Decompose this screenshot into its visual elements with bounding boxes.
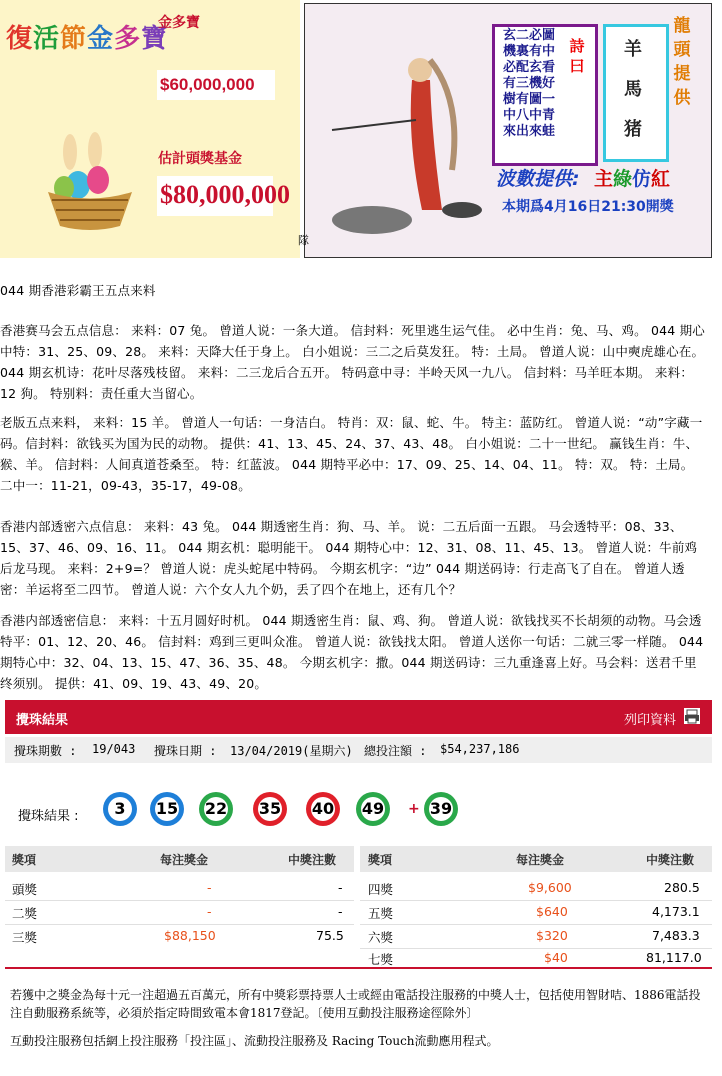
jackpot-amount: $60,000,000 (160, 75, 255, 94)
turnover-label: 總投注額 : (364, 744, 427, 758)
prize-name: 三獎 (12, 930, 38, 945)
prize-winners: - (338, 904, 343, 919)
ball-number: 49 (361, 799, 385, 818)
wave-colors (594, 164, 670, 191)
prize-name: 六獎 (368, 930, 394, 945)
rock (332, 206, 412, 234)
poem-line: 必配玄看 (502, 60, 555, 75)
poem-line: 中八中青 (502, 108, 555, 123)
title-char: 寶 (141, 24, 169, 54)
ball-number: 40 (311, 799, 335, 818)
zodiac-item: 羊 (624, 39, 642, 60)
header-winners: 中獎注數 (646, 853, 695, 867)
prize-name: 頭獎 (12, 882, 38, 897)
header-prize: 獎項 (12, 853, 37, 867)
result-ball (150, 792, 184, 826)
estimate-amount: $80,000,000 (160, 180, 290, 209)
article-paragraph: 老版五点来料， 来料：15 羊。 曾道人一句话：一身洁白。 特肖：双：鼠、蛇、牛。 特主：蓝防红。 曾道人说：“动”字藏一码。信封料：欲钱买为国为民的动物。 提供：41、13、45、24、37、43、48。 白小姐说：二十一世纪。 赢钱生肖：牛、猴、羊。 信封料：人间真道苍桑至。 特：红蓝波。 044 期特平必中：17、09、25、14、04、11。 特：双。 特：土局。 二中一：11-21，09-43，35-17，49-08。 (0, 415, 703, 493)
prize-amount: $40 (544, 950, 568, 965)
poem-text (497, 28, 561, 140)
fisherman-illustration (312, 20, 492, 250)
draw-date-label: 攪珠日期 : (154, 744, 217, 758)
ball-number: 35 (258, 799, 282, 818)
prize-winners: 7,483.3 (652, 928, 700, 943)
ball-number: 3 (114, 799, 126, 818)
egg-pink (87, 166, 109, 194)
poem-line: 玄二必圖 (502, 28, 555, 43)
prize-name: 二獎 (12, 906, 38, 921)
prize-amount: $640 (536, 904, 568, 919)
prize-winners: 280.5 (664, 880, 700, 895)
row-divider (360, 948, 712, 949)
poem-line: 機裏有中 (502, 44, 555, 59)
article-paragraph: 香港内部透密信息： 来料：十五月圆好时机。 044 期透密生肖：鼠、鸡、狗。 曾道人说：欲钱找买不长胡须的动物。马会透特平：01、12、20、46。 信封料：鸡到三更叫众准。 曾道人说：欲钱找太阳。 曾道人送你一句话：二就三零一样随。 044 期特心中：32、04、13、15、47、36、35、48。 今期玄机字：撒。044 期送码诗：三九重逢喜上好。马会料：送君千里终须别。 提供：41、09、19、43、49、20。 (0, 613, 704, 691)
wave-color-char: 紅 (651, 168, 671, 190)
zodiac-item: 馬 (624, 79, 642, 100)
results-header (5, 700, 712, 734)
article-paragraph: 香港内部透密六点信息： 来料：43 兔。 044 期透密生肖：狗、马、羊。 说：二五后面一五跟。 马会透特平：08、33、15、37、46、09、16、11。 044 期玄机：聪明能干。 044 期特心中：12、31、08、11、45、13。 曾道人说：牛前鸡后龙马现。 来料：2+9=？ 曾道人说：虎头蛇尾中特码。 今期玄机字：“边” 044 期送码诗：行走高飞了自在。 曾道人透密：羊运将至二四节。 曾道人说：六个女人九个奶，丢了四个在地上，还有几个？ (0, 519, 698, 597)
prize-name: 四獎 (368, 882, 394, 897)
title-char: 復 (6, 24, 34, 54)
easter-basket-illustration (40, 130, 140, 230)
results-note: 若獲中之獎金為每十元一注超過五百萬元，所有中獎彩票持票人士或經由電話投注服務的中獎人士，包括使用智財咭、1886電話投注自動服務系統等，必須於指定時間致電本會1817登記。〔使用互動投注服務途徑除外〕 (10, 988, 701, 1020)
banner-title (6, 18, 168, 55)
draw-date: 13/04/2019(星期六) (230, 744, 353, 758)
prize-amount: - (207, 880, 212, 895)
balls-label: 攪珠結果 : (18, 809, 79, 824)
jackpot-label: 金多寶 (158, 15, 200, 31)
zodiac-item: 猪 (624, 119, 642, 140)
fishing-rod (332, 120, 416, 130)
prize-amount: $9,600 (528, 880, 572, 895)
poem-line: 有三機好 (502, 76, 555, 91)
results-note: 互動投注服務包括網上投注服務「投注區」、流動投注服務及 Racing Touch流動應用程式。 (10, 1034, 499, 1048)
wave-label: 波數提供: (496, 168, 580, 190)
wave-color-char: 仿 (632, 168, 652, 190)
title-char: 活 (33, 24, 61, 54)
prize-winners: - (338, 880, 343, 895)
result-ball (103, 792, 137, 826)
article-paragraph: 香港赛马会五点信息： 来料：07 兔。 曾道人说：一条大道。 信封料：死里逃生运气佳。 必中生肖：兔、马、鸡。 044 期心中特：31、25、09、28。 来料：天降大任于身上。 白小姐说：三二之后莫发狂。 特：土局。 曾道人说：山中奭虎雄心在。 044 期玄机诗：花叶尽落残枝留。 来料：二三龙后合五开。 特码意中寻：半岭天风一九八。 信封料：马羊旺本期。 来料： 12 狗。 特别料：责任重大当留心。 (0, 323, 705, 401)
ball-number: 15 (155, 799, 179, 818)
title-char: 節 (60, 24, 88, 54)
prize-winners: 4,173.1 (652, 904, 700, 919)
wave-color-char: 主 (594, 168, 614, 190)
special-ball (424, 792, 458, 826)
zodiac-list (606, 30, 660, 150)
stone (442, 202, 482, 218)
bunny-ear-left (63, 134, 77, 170)
poem-line: 樹有圖一 (502, 92, 555, 107)
header-amount: 每注獎金 (516, 853, 565, 867)
poem-line: 來出來蛙 (502, 124, 555, 139)
bunny-ear-right (88, 132, 102, 168)
result-ball (199, 792, 233, 826)
header-amount: 每注獎金 (160, 853, 209, 867)
printer-icon[interactable] (684, 708, 700, 724)
estimate-label: 估計頭獎基金 (158, 151, 242, 167)
turnover: $54,237,186 (440, 742, 520, 756)
result-ball (356, 792, 390, 826)
fisherman-robe (411, 80, 442, 210)
print-link[interactable]: 列印資料 (624, 713, 677, 728)
article-heading: 044 期香港彩霸王五点来料 (0, 283, 156, 298)
wave-color-char: 綠 (613, 168, 633, 190)
ball-number: 39 (429, 799, 453, 818)
title-char: 多 (114, 24, 142, 54)
prize-name: 五獎 (368, 906, 394, 921)
provider-vertical-text: 龍頭提供 (673, 16, 691, 108)
draw-no: 19/043 (92, 742, 136, 756)
prize-winners: 75.5 (316, 928, 344, 943)
prize-amount: $88,150 (164, 928, 216, 943)
draw-no-label: 攪珠期數 : (14, 744, 77, 758)
ball-number: 22 (204, 799, 228, 818)
draw-time: 本期爲4月16日21:30開獎 (502, 199, 674, 215)
results-title: 攪珠結果 (16, 713, 69, 728)
image-caption: 隊 (298, 234, 309, 247)
result-ball (253, 792, 287, 826)
results-bottom-rule (5, 967, 712, 969)
header-prize: 獎項 (368, 853, 393, 867)
prize-amount: - (207, 904, 212, 919)
row-divider (5, 924, 354, 925)
row-divider (5, 900, 354, 901)
poem-title: 詩曰 (569, 37, 585, 75)
prize-winners: 81,117.0 (646, 950, 702, 965)
plus-sign: + (408, 801, 420, 817)
title-char: 金 (87, 24, 115, 54)
prize-amount: $320 (536, 928, 568, 943)
result-ball (306, 792, 340, 826)
row-divider (360, 900, 712, 901)
prize-name: 七獎 (368, 952, 394, 967)
header-winners: 中獎注數 (288, 853, 337, 867)
row-divider (360, 924, 712, 925)
